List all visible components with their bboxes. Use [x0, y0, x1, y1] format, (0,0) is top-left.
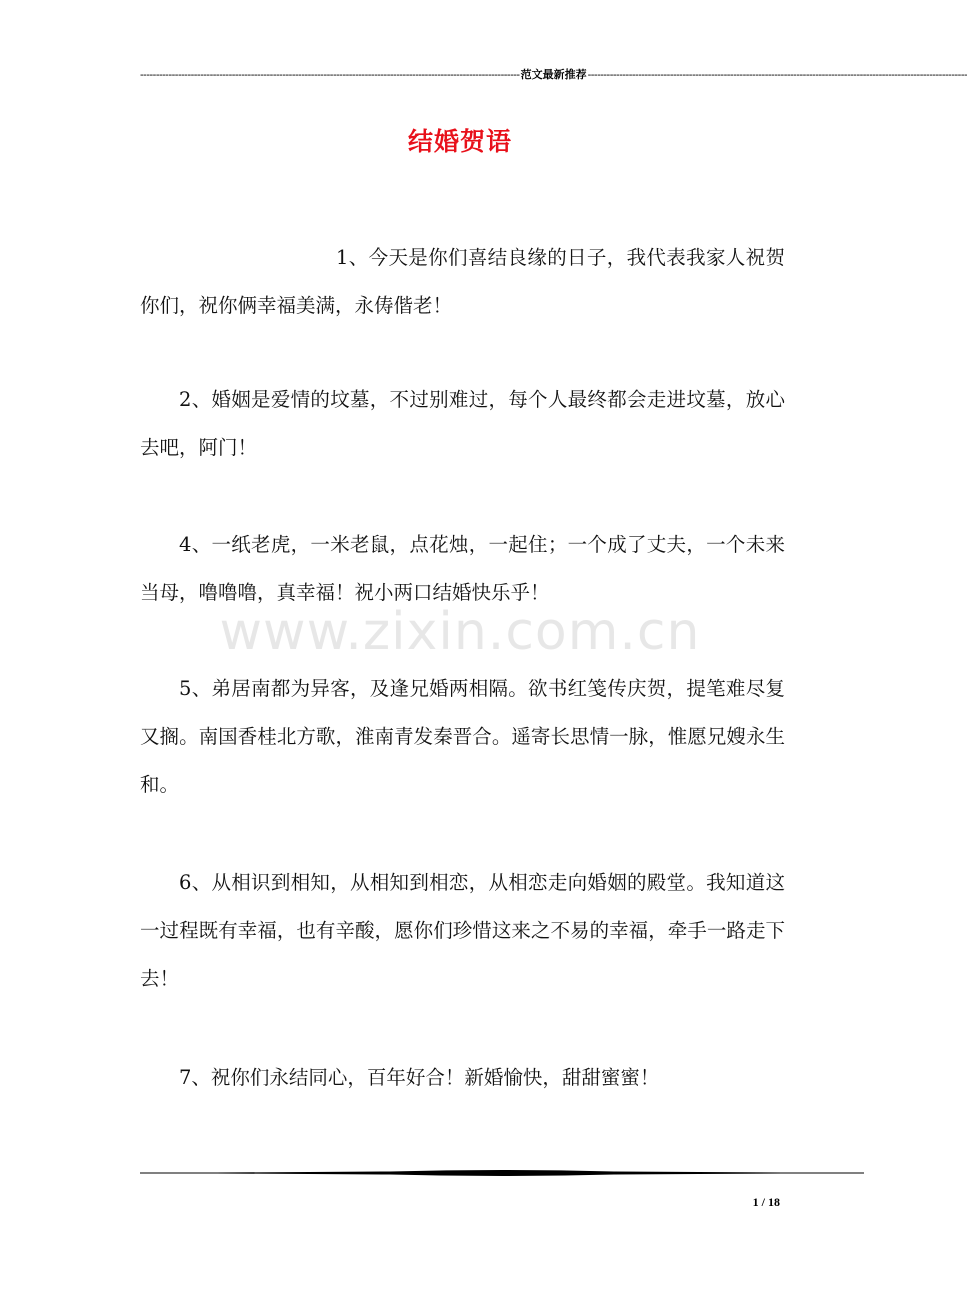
- header-rule-left: ------------------------------------------------------------------------------------------------------------------------: [140, 69, 520, 81]
- paragraph-2: 2、婚姻是爱情的坟墓，不过别难过，每个人最终都会走进坟墓，放心去吧，阿门！: [140, 388, 785, 459]
- page-number: 1 / 18: [752, 1195, 780, 1209]
- header-label: 范文最新推荐: [520, 69, 587, 81]
- paragraph-5: 6、从相识到相知，从相知到相恋，从相恋走向婚姻的殿堂。我知道这一过程既有幸福，也有辛酸，愿你们珍惜这来之不易的幸福，牵手一路走下去！: [140, 871, 785, 990]
- paragraph-4: 5、弟居南都为异客，及逢兄婚两相隔。欲书红笺传庆贺，提笔难尽复又搁。南国香桂北方歌，淮南青发秦晋合。遥寄长思情一脉，惟愿兄嫂永生和。: [140, 677, 785, 796]
- footer-rule: [140, 1166, 864, 1180]
- paragraph-1: 1、今天是你们喜结良缘的日子，我代表我家人祝贺你们，祝你俩幸福美满，永俦偕老！: [140, 246, 785, 317]
- paragraph-3: 4、一纸老虎，一米老鼠，点花烛，一起住；一个成了丈夫，一个未来当母，噜噜噜，真幸福！祝小两口结婚快乐乎！: [140, 533, 785, 604]
- paragraph-6: 7、祝你们永结同心，百年好合！新婚愉快，甜甜蜜蜜！: [179, 1066, 660, 1089]
- watermark: www.zixin.com.cn: [219, 602, 701, 662]
- page-header: [140, 68, 967, 82]
- document-title: 结婚贺语: [407, 127, 512, 156]
- header-rule-right: ------------------------------------------------------------------------------------------------------------------------: [587, 69, 967, 81]
